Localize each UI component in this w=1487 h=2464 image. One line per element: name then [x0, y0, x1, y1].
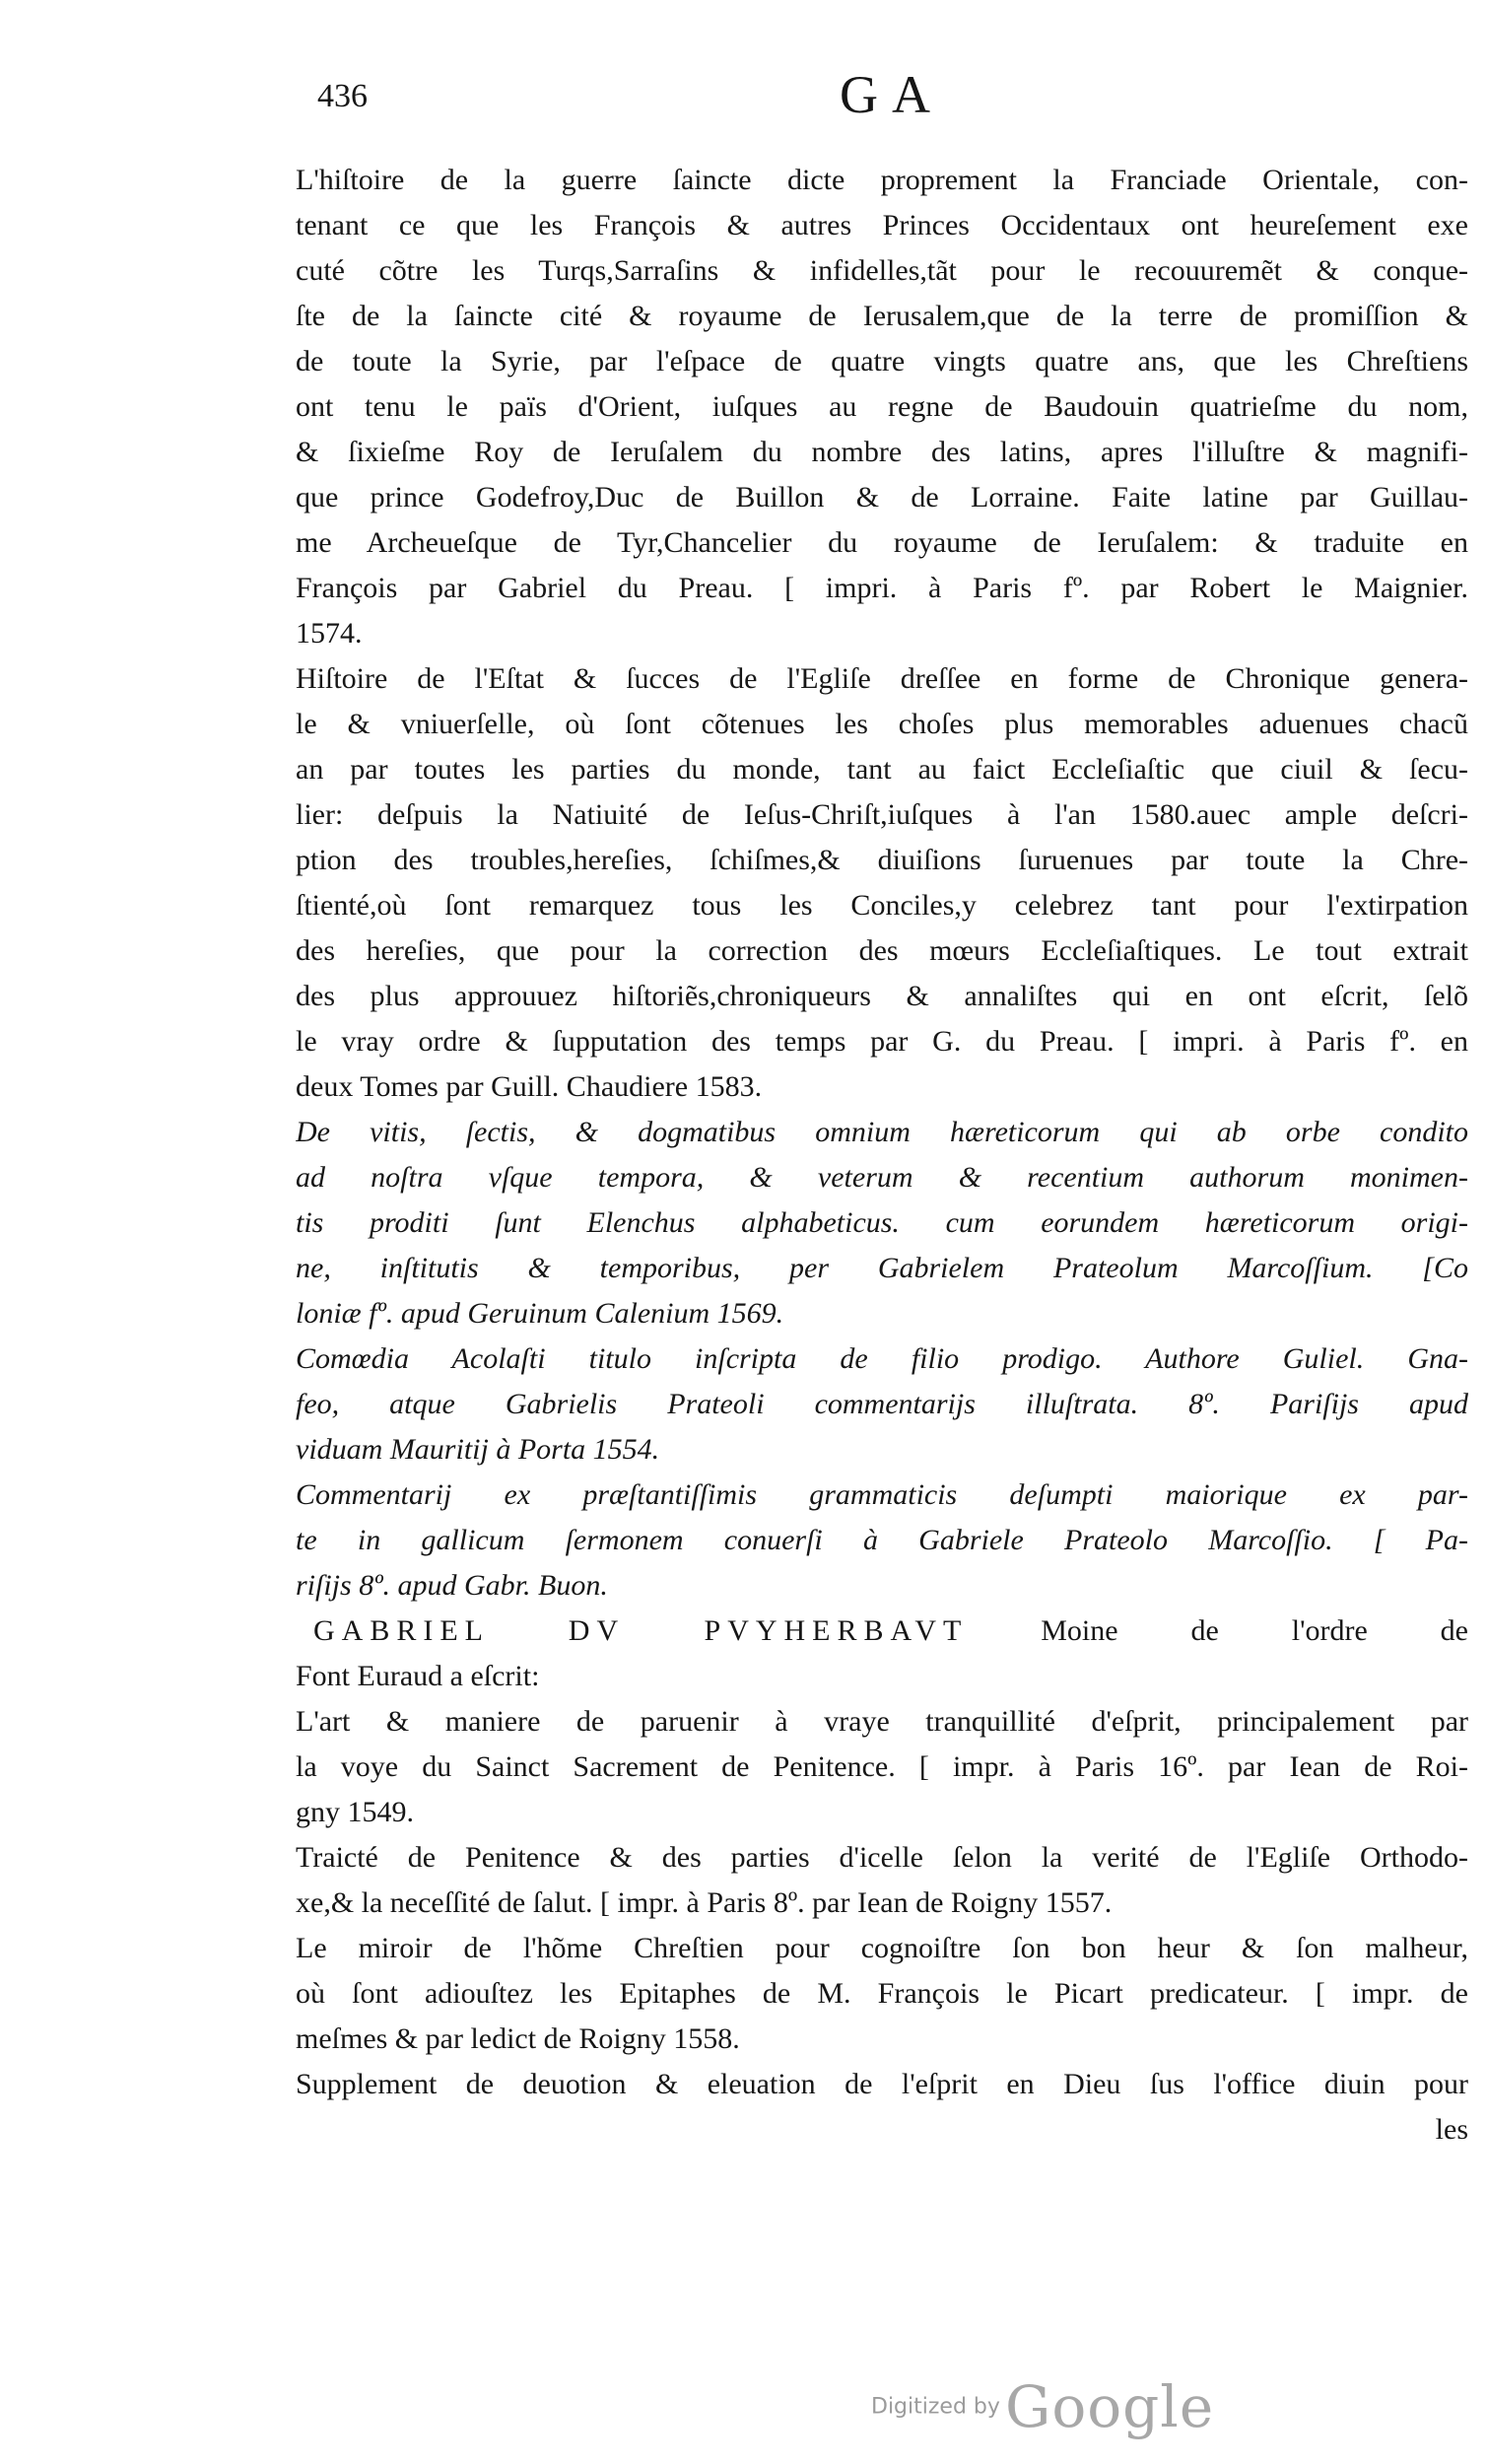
text-line: te in gallicum ſermonem conuerſi à Gabriele Prateolo Marcoſſio. [ Pa-	[296, 1524, 1468, 1556]
text-line: deux Tomes par Guill. Chaudiere 1583.	[296, 1070, 763, 1103]
text-line: le vray ordre & ſupputation des temps par G. du Preau. [ impri. à Paris fº. en	[296, 1025, 1468, 1058]
text-line: ſte de la ſaincte cité & royaume de Ierusalem,que de la terre de promiſſion &	[296, 300, 1468, 332]
text-line: la voye du Sainct Sacrement de Penitence. [ impr. à Paris 16º. par Iean de Roi-	[296, 1750, 1468, 1783]
text-line: où ſont adiouſtez les Epitaphes de M. François le Picart predicateur. [ impr. de	[296, 1977, 1468, 2010]
text-line: ont tenu le païs d'Orient, iuſques au regne de Baudouin quatrieſme du nom,	[296, 390, 1468, 423]
text-line: que prince Godefroy,Duc de Buillon & de Lorraine. Faite latine par Guillau-	[296, 481, 1468, 513]
text-line: riſijs 8º. apud Gabr. Buon.	[296, 1569, 608, 1602]
text-line: François par Gabriel du Preau. [ impri. à Paris fº. par Robert le Maignier.	[296, 572, 1468, 604]
text-line	[296, 1608, 1468, 1654]
text-line: xe,& la neceſſité de ſalut. [ impr. à Paris 8º. par Iean de Roigny 1557.	[296, 1886, 1113, 1919]
catchword: les	[1435, 2113, 1468, 2146]
text-line: Supplement de deuotion & eleuation de l'eſprit en Dieu ſus l'office diuin pour	[296, 2068, 1468, 2100]
text-line: le & vniuerſelle, où ſont cõtenues les choſes plus memorables aduenues chacũ	[296, 708, 1468, 740]
text-line: 1574.	[296, 617, 363, 650]
author-line-text: Moine de l'ordre de	[1041, 1614, 1468, 1647]
text-line: an par toutes les parties du monde, tant au faict Eccleſiaſtic que ciuil & ſecu-	[296, 753, 1468, 786]
text-line: & ſixieſme Roy de Ieruſalem du nombre des latins, apres l'illuſtre & magnifi-	[296, 436, 1468, 468]
text-line: viduam Mauritij à Porta 1554.	[296, 1433, 660, 1466]
text-line: lier: deſpuis la Natiuité de Ieſus-Chriſt,iuſques à l'an 1580.auec ample deſcri-	[296, 798, 1468, 831]
text-line: loniæ fº. apud Geruinum Calenium 1569.	[296, 1297, 784, 1330]
text-line: Comœdia Acolaſti titulo inſcripta de filio prodigo. Authore Guliel. Gna-	[296, 1342, 1468, 1375]
page-number: 436	[317, 78, 368, 114]
google-logo: Google	[1005, 2373, 1215, 2440]
scan-credit	[871, 2373, 1214, 2440]
running-head: GA	[840, 65, 944, 124]
text-line: Le miroir de l'hõme Chreſtien pour cognoiſtre ſon bon heur & ſon malheur,	[296, 1932, 1468, 1964]
text-line: tis proditi ſunt Elenchus alphabeticus. cum eorundem hæreticorum origi-	[296, 1206, 1468, 1239]
text-line: des hereſies, que pour la correction des mœurs Eccleſiaſtiques. Le tout extrait	[296, 934, 1468, 967]
text-line: me Archeueſque de Tyr,Chancelier du royaume de Ieruſalem: & traduite en	[296, 526, 1468, 559]
text-line: tenant ce que les François & autres Princes Occidentaux ont heureſement exe	[296, 209, 1468, 241]
text-line: gny 1549.	[296, 1796, 414, 1828]
text-line: des plus approuuez hiſtoriẽs,chroniqueurs & annaliſtes qui en ont eſcrit, ſelõ	[296, 980, 1468, 1012]
text-line: cuté cõtre les Turqs,Sarraſins & infidelles,tãt pour le recouuremẽt & conque-	[296, 254, 1468, 287]
text-line: ne, inſtitutis & temporibus, per Gabrielem Prateolum Marcoſſium. [Co	[296, 1252, 1468, 1284]
text-line: L'art & maniere de paruenir à vraye tranquillité d'eſprit, principalement par	[296, 1705, 1468, 1738]
text-line: ſtienté,où ſont remarquez tous les Conciles,y celebrez tant pour l'extirpation	[296, 889, 1468, 922]
text-line: Traicté de Penitence & des parties d'icelle ſelon la verité de l'Egliſe Orthodo-	[296, 1841, 1468, 1874]
page-text	[296, 158, 1468, 2153]
author-name: GABRIEL DV PVYHERBAVT	[313, 1614, 969, 1647]
text-line: De vitis, ſectis, & dogmatibus omnium hæreticorum qui ab orbe condito	[296, 1116, 1468, 1148]
text-line: Font Euraud a eſcrit:	[296, 1660, 540, 1692]
text-line: feo, atque Gabrielis Prateoli commentarijs illuſtrata. 8º. Pariſijs apud	[296, 1388, 1468, 1420]
text-line: meſmes & par ledict de Roigny 1558.	[296, 2022, 740, 2055]
text-line: ad noſtra vſque tempora, & veterum & recentium authorum monimen-	[296, 1161, 1468, 1194]
text-line: de toute la Syrie, par l'eſpace de quatre vingts quatre ans, que les Chreſtiens	[296, 345, 1468, 377]
text-line: Commentarij ex præſtantiſſimis grammaticis deſumpti maiorique ex par-	[296, 1478, 1468, 1511]
text-line: L'hiſtoire de la guerre ſaincte dicte proprement la Franciade Orientale, con-	[296, 164, 1468, 196]
text-line: ption des troubles,hereſies, ſchiſmes,& diuiſions ſuruenues par toute la Chre-	[296, 844, 1468, 876]
digitized-by-label: Digitized by	[871, 2394, 1000, 2420]
text-line: Hiſtoire de l'Eſtat & ſucces de l'Egliſe dreſſee en forme de Chronique genera-	[296, 662, 1468, 695]
